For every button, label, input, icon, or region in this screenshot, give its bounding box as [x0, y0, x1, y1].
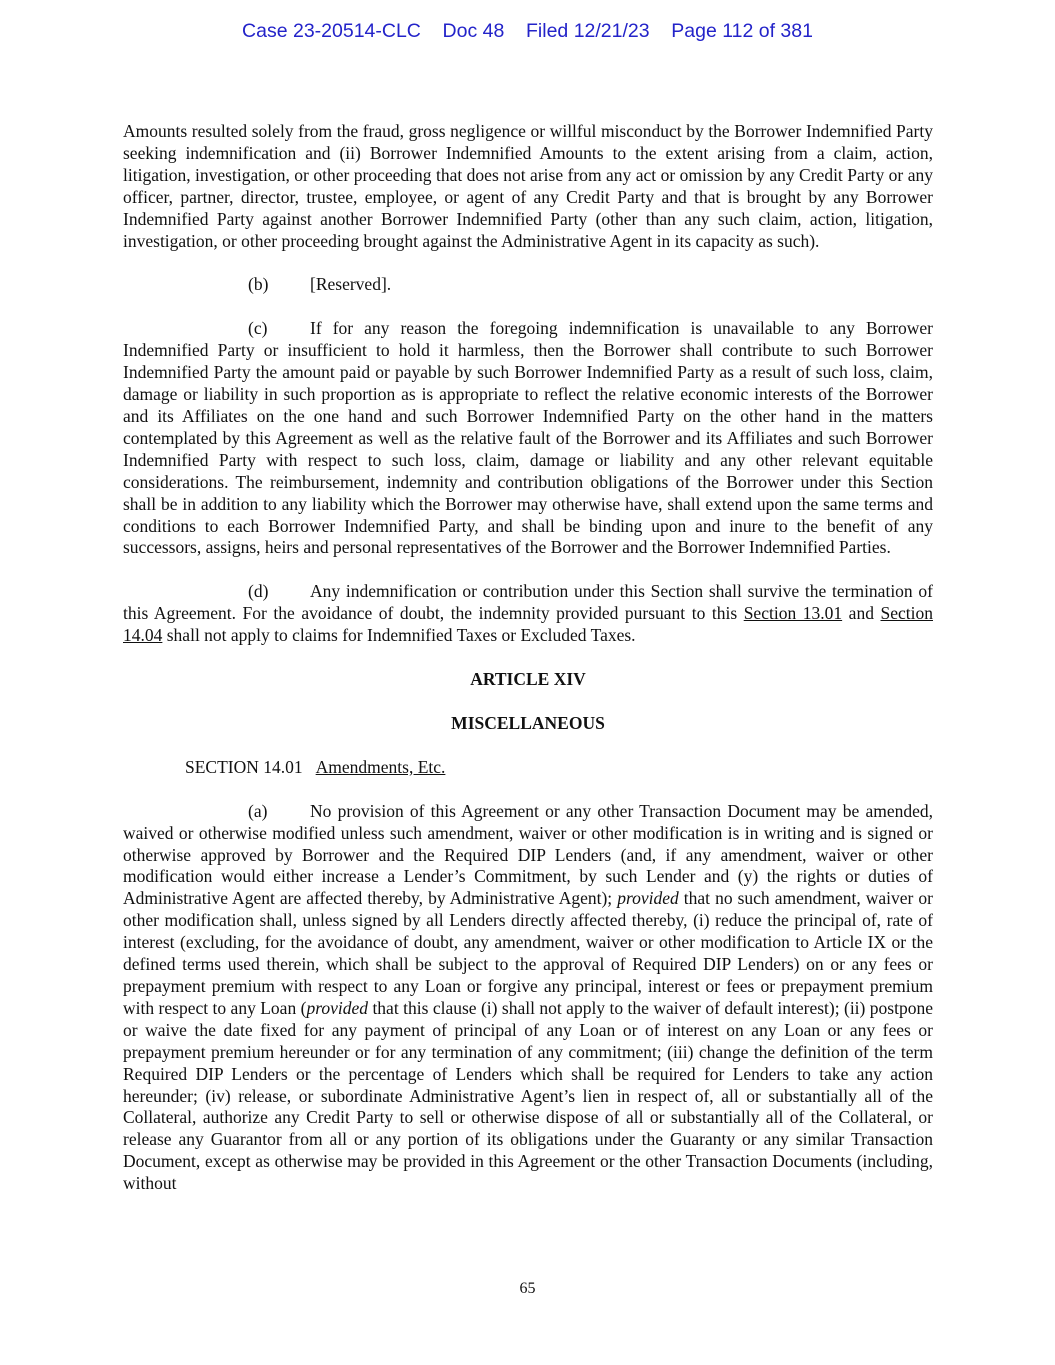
- section-reference-13-01: Section 13.01: [743, 603, 843, 624]
- paragraph-b: [123, 274, 933, 296]
- paragraph-b-text: [Reserved].: [310, 274, 392, 295]
- article-heading: ARTICLE XIV: [470, 669, 586, 690]
- paragraph-d-text-3: shall not apply to claims for Indemnified Taxes or Excluded Taxes.: [162, 625, 636, 646]
- section-heading: [123, 757, 933, 779]
- paragraph-a: [123, 801, 933, 1195]
- paragraph-a-text-1: No provision of this Agreement or any other Transaction Document may be amended, waived or otherwise modified unless such amendment, waiver or other modification is in writing and is signed or otherwise approved by Borrower and the Required DIP Lenders (and, if any amendment, waiver or other modification would either increase a Lender’s Commitment, by such Lender and (y) the rights or duties of Administrative Agent are affected thereby, by Administrative Agent);: [123, 800, 933, 909]
- case-filing-stamp: Case 23-20514-CLC Doc 48 Filed 12/21/23 Page 112 of 381: [242, 20, 813, 42]
- proviso-italic-1: provided: [617, 888, 679, 909]
- paragraph-d-text-2: and: [842, 603, 881, 624]
- document-body: [123, 121, 933, 1217]
- section-reference-14-04: Section 14.04: [123, 603, 933, 646]
- article-subheading: MISCELLANEOUS: [451, 712, 605, 733]
- paragraph-label: (b): [248, 274, 269, 295]
- paragraph-a-text-2: that no such amendment, waiver or other modification shall, unless signed by all Lenders directly affected thereby, (i) reduce the principal of, rate of interest (excluding, for the avoidance of doubt, any amendment, waiver or other modification to Article IX or the defined terms used therein, which shall be subject to the approval of Required DIP Lenders) on or any fees or prepayment premium with respect to any Loan or forgive any principal, interest or fees or prepayment premium with respect to any Loan (: [123, 888, 933, 1018]
- paragraph-a-text-3: that this clause (i) shall not apply to the waiver of default interest); (ii) postpone or waive the date fixed for any payment of principal of any Loan or of interest on any Loan or any fees or prepayment premium hereunder or for any termination of any commitment; (iii) change the definition of the term Required DIP Lenders or the percentage of Lenders which shall be required for Lenders to take any action hereunder; (iv) release, or subordinate Administrative Agent’s lien in respect of, all or substantially all of the Collateral, authorize any Credit Party to sell or otherwise dispose of all or substantially all of the Collateral, or release any Guarantor from all or any portion of its obligations under the Guaranty or any similar Transaction Document, except as otherwise may be provided in this Agreement or the other Transaction Documents (including, without: [123, 997, 933, 1194]
- page-number: 65: [519, 1280, 536, 1297]
- proviso-italic-2: provided: [306, 997, 369, 1018]
- paragraph-c: [123, 318, 933, 559]
- paragraph-continuation: Amounts resulted solely from the fraud, gross negligence or willful misconduct by the Borrower Indemnified Party seeking indemnification and (ii) Borrower Indemnified Amounts to the extent arising from a claim, action, litigation, investigation, or other proceeding that does not arise from any act or omission by any Credit Party or any officer, partner, director, trustee, employee, or agent of any Credit Party and that is brought by any Borrower Indemnified Party against another Borrower Indemnified Party (other than any such claim, action, litigation, investigation, or other proceeding brought against the Administrative Agent in its capacity as such).: [123, 121, 933, 251]
- section-number: SECTION 14.01: [185, 756, 303, 777]
- paragraph-d-text-1: Any indemnification or contribution under this Section shall survive the termination of this Agreement. For the avoidance of doubt, the indemnity provided pursuant to this: [123, 581, 933, 624]
- paragraph-label: (c): [248, 318, 268, 339]
- paragraph-label: (a): [248, 800, 268, 821]
- paragraph-label: (d): [248, 581, 269, 602]
- paragraph-c-text: If for any reason the foregoing indemnification is unavailable to any Borrower Indemnified Party or insufficient to hold it harmless, then the Borrower shall contribute to such Borrower Indemnified Party the amount paid or payable by such Borrower Indemnified Party as a result of such loss, claim, damage or liability in such proportion as is appropriate to reflect the relative economic interests of the Borrower and its Affiliates on the one hand and such Borrower Indemnified Party on the other hand in the matters contemplated by this Agreement as well as the relative fault of the Borrower and its Affiliates and such Borrower Indemnified Party with respect to such loss, claim, damage or liability and any other relevant equitable considerations. The reimbursement, indemnity and contribution obligations of the Borrower under this Section shall be in addition to any liability which the Borrower may otherwise have, shall extend upon the same terms and conditions to each Borrower Indemnified Party, and shall be binding upon and inure to the benefit of any successors, assigns, heirs and personal representatives of the Borrower and the Borrower Indemnified Parties.: [123, 318, 933, 558]
- section-title: Amendments, Etc.: [315, 756, 446, 777]
- paragraph-d: [123, 581, 933, 647]
